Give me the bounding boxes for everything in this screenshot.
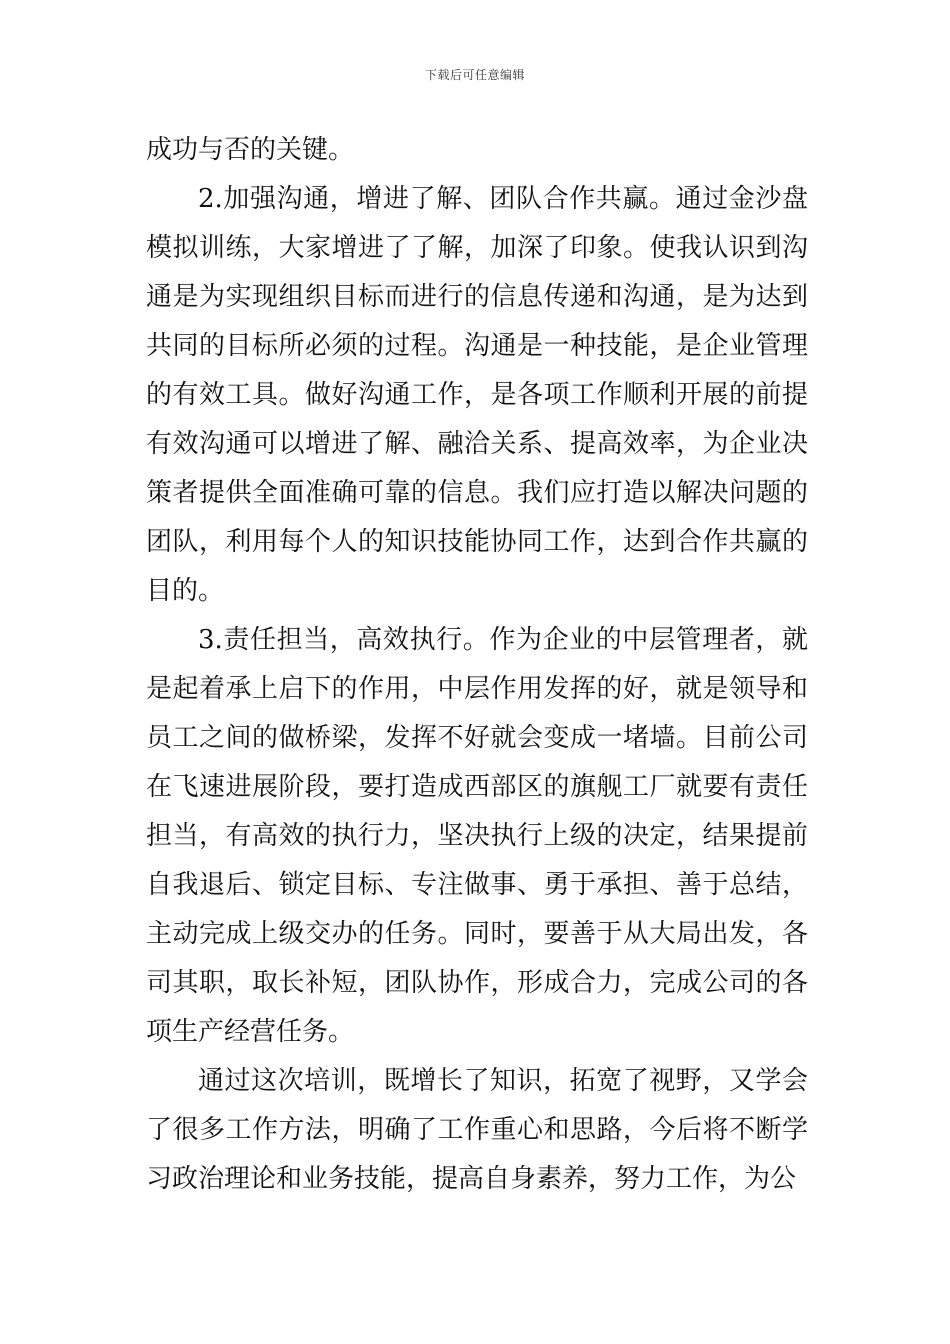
paragraph-1: 成功与否的关键。 — [146, 135, 355, 165]
paragraph-2: 2.加强沟通，增进了解、团队合作共赢。通过金沙盘模拟训练，大家增进了了解，加深了印象。使我认识到沟通是为实现组织目标而进行的信息传递和沟通，是为达到共同的目标所必须的过程。沟通是一种技能，是企业管理的有效工具。做好沟通工作，是各项工作顺利开展的前提有效沟通可以增进了解、融洽关系、提高效率，为企业决策者提供全面准确可靠的信息。我们应打造以解决问题的团队，利用每个人的知识技能协同工作，达到合作共赢的目的。 — [146, 184, 808, 606]
paragraph-4: 通过这次培训，既增长了知识，拓宽了视野，又学会了很多工作方法，明确了工作重心和思路，今后将不断学习政治理论和业务技能，提高自身素养，努力工作，为公 — [146, 1066, 808, 1194]
paragraph-3: 3.责任担当，高效执行。作为企业的中层管理者，就是起着承上启下的作用，中层作用发挥的好，就是领导和员工之间的做桥梁，发挥不好就会变成一堵墙。目前公司在飞速进展阶段，要打造成西部区的旗舰工厂就要有责任担当，有高效的执行力，坚决执行上级的决定，结果提前自我退后、锁定目标、专注做事、勇于承担、善于总结，主动完成上级交办的任务。同时，要善于从大局出发，各司其职，取长补短，团队协作，形成合力，完成公司的各项生产经营任务。 — [146, 625, 808, 1047]
page-header: 下载后可任意编辑 — [424, 68, 525, 82]
document-body — [146, 126, 808, 1204]
